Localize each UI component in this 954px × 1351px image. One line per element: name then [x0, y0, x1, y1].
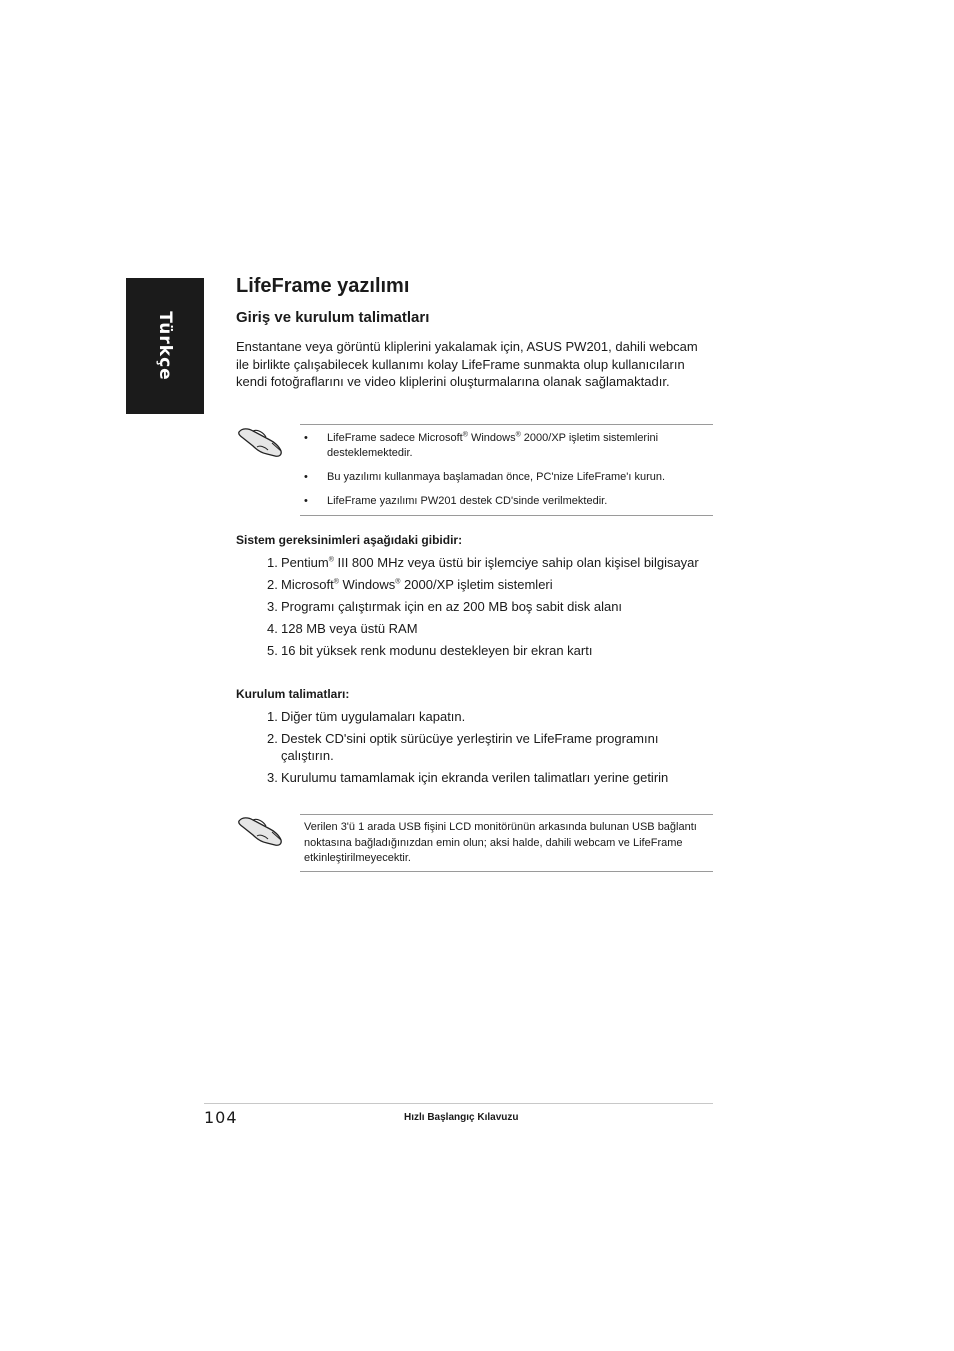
step-number: 3.	[267, 599, 278, 614]
bullet: •	[304, 495, 308, 507]
text-part: Programı çalıştırmak için en az 200 MB boş sabit disk alanı	[281, 599, 623, 614]
note-hand-icon	[236, 812, 284, 848]
note-list-item	[300, 494, 713, 509]
registered-mark: ®	[333, 578, 339, 586]
text-part: 2000/XP işletim sistemleri	[400, 577, 553, 592]
footer-divider	[204, 1103, 713, 1104]
step-number: 5.	[267, 643, 278, 658]
step-item	[264, 708, 704, 725]
text-part: Kurulumu tamamlamak için ekranda verilen talimatları yerine getirin	[281, 770, 669, 785]
step-item	[264, 598, 704, 615]
step-item	[264, 576, 704, 593]
language-tab	[126, 278, 204, 414]
text-part: 2000/XP işletim sistemlerini desteklemektedir.	[327, 432, 659, 459]
intro-paragraph: Enstantane veya görüntü kliplerini yakalamak için, ASUS PW201, dahili webcam ile birlikte çalışabilecek kullanımı kolay LifeFrame sunmakta olup kullanıcıların kendi fotoğraflarını ve video kliplerini oluşturmalarına olanak sağlamaktadır.	[236, 339, 698, 389]
text-part: Destek CD'sini optik sürücüye yerleştirin ve LifeFrame programını çalıştırın.	[281, 731, 659, 763]
text-part: LifeFrame yazılımı PW201 destek CD'sinde verilmektedir.	[327, 495, 608, 507]
registered-mark: ®	[515, 431, 521, 439]
installation-heading: Kurulum talimatları:	[236, 687, 350, 701]
bullet: •	[304, 432, 308, 444]
note-list-item	[300, 431, 713, 461]
step-number: 4.	[267, 621, 278, 636]
text-part: Windows	[467, 432, 516, 444]
step-item	[264, 620, 704, 637]
note-box	[300, 814, 713, 872]
installation-list	[264, 708, 704, 791]
text-part: 16 bit yüksek renk modunu destekleyen bir ekran kartı	[281, 643, 593, 658]
bullet: •	[304, 471, 308, 483]
registered-mark: ®	[328, 556, 334, 564]
page-number: 104	[204, 1108, 238, 1127]
note-hand-icon	[236, 423, 284, 459]
step-number: 1.	[267, 709, 278, 724]
text-part: Diğer tüm uygulamaları kapatın.	[281, 709, 466, 724]
registered-mark: ®	[395, 578, 401, 586]
step-item	[264, 730, 704, 764]
note-box	[300, 424, 713, 516]
text-part: Bu yazılımı kullanmaya başlamadan önce, PC'nize LifeFrame'ı kurun.	[327, 471, 666, 483]
section-subtitle: Giriş ve kurulum talimatları	[236, 309, 430, 326]
text-part: Pentium	[281, 555, 329, 570]
note-list-item	[300, 470, 713, 485]
text-part: Windows	[338, 577, 396, 592]
requirements-heading: Sistem gereksinimleri aşağıdaki gibidir:	[236, 533, 463, 547]
step-number: 3.	[267, 770, 278, 785]
page-title: LifeFrame yazılımı	[236, 275, 410, 297]
footer-title: Hızlı Başlangıç Kılavuzu	[404, 1112, 519, 1123]
step-item	[264, 769, 704, 786]
step-item	[264, 554, 704, 571]
registered-mark: ®	[462, 431, 468, 439]
note-list	[300, 425, 713, 509]
text-part: 128 MB veya üstü RAM	[281, 621, 418, 636]
note-text: Verilen 3'ü 1 arada USB fişini LCD monitörünün arkasında bulunan USB bağlantı noktasına bağladığınızdan emin olun; aksi halde, dahili webcam ve LifeFrame etkinleştirilmeyecektir.	[304, 821, 697, 864]
text-part: LifeFrame sadece Microsoft	[327, 432, 463, 444]
step-number: 1.	[267, 555, 278, 570]
step-number: 2.	[267, 731, 278, 746]
text-part: III 800 MHz veya üstü bir işlemciye sahip olan kişisel bilgisayar	[333, 555, 699, 570]
text-part: Microsoft	[281, 577, 334, 592]
language-tab-label: Türkçe	[155, 311, 175, 381]
step-item	[264, 642, 704, 659]
requirements-list	[264, 554, 704, 664]
step-number: 2.	[267, 577, 278, 592]
